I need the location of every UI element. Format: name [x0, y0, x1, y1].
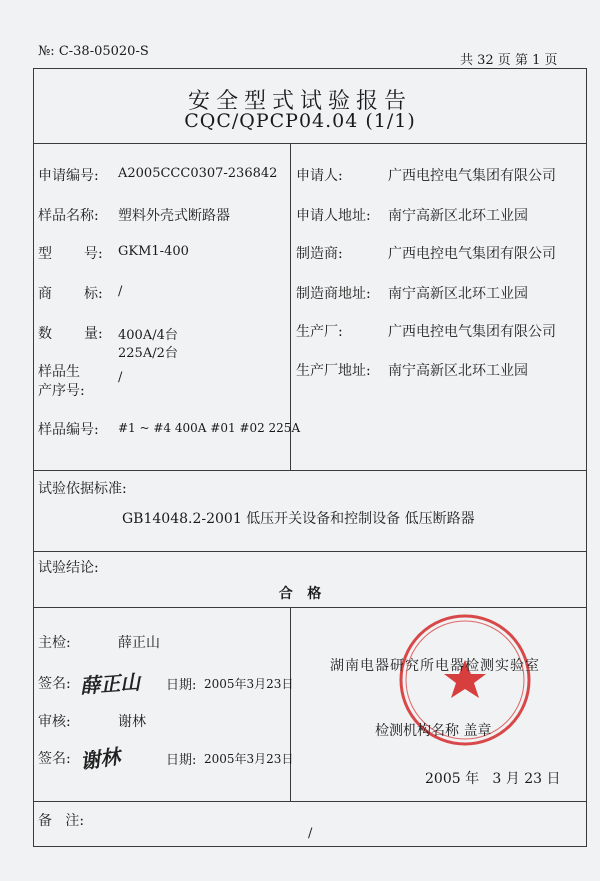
sample-number-value: #1 ~ #4 400A #01 #02 225A	[118, 421, 301, 435]
application-number-label: 申请编号:	[38, 168, 99, 184]
applicant-value: 广西电控电气集团有限公司	[388, 168, 556, 184]
production-serial-label-2: 产序号:	[38, 383, 85, 399]
applicant-address-label: 申请人地址:	[296, 208, 371, 224]
quantity-value-2: 225A/2台	[118, 346, 178, 361]
model-label-a: 型	[38, 246, 52, 262]
remarks-label: 备 注:	[38, 813, 85, 829]
frame-bottom-line	[33, 846, 587, 847]
handwritten-signature-1: 薛正山	[79, 669, 141, 699]
chief-inspector-label: 主检:	[38, 635, 71, 651]
frame-top-line	[33, 68, 587, 69]
report-subtitle: CQC/QPCP04.04 (1/1)	[184, 110, 416, 132]
factory-address-label: 生产厂地址:	[296, 363, 371, 379]
date-label-2: 日期:	[166, 753, 197, 768]
report-title: 安全型式试验报告	[187, 89, 412, 114]
manufacturer-label: 制造商:	[296, 246, 343, 262]
factory-address-value: 南宁高新区北环工业园	[388, 363, 528, 379]
applicant-address-value: 南宁高新区北环工业园	[388, 208, 528, 224]
quantity-label-b: 量:	[84, 326, 103, 342]
signature-bottom-line	[33, 801, 587, 802]
reviewer-name: 谢林	[118, 714, 146, 730]
standard-value: GB14048.2-2001 低压开关设备和控制设备 低压断路器	[122, 511, 475, 527]
factory-value: 广西电控电气集团有限公司	[388, 324, 556, 340]
page-info: 共 32 页 第 1 页	[460, 53, 558, 68]
info-bottom-line	[33, 470, 587, 471]
handwritten-signature-2: 谢林	[78, 744, 122, 774]
chief-inspector-name: 薛正山	[118, 635, 160, 651]
trademark-label-a: 商	[38, 286, 52, 302]
application-number-value: A2005CCC0307-236842	[118, 166, 278, 181]
sample-name-value: 塑料外壳式断路器	[118, 208, 230, 224]
model-value: GKM1-400	[118, 244, 189, 259]
date-value-2: 2005年3月23日	[204, 752, 294, 766]
seal-caption: 检测机构名称 盖章	[375, 723, 492, 739]
conclusion-value: 合 格	[278, 586, 322, 602]
manufacturer-value: 广西电控电气集团有限公司	[388, 246, 556, 262]
signature-label-2: 签名:	[38, 751, 71, 767]
sample-name-label: 样品名称:	[38, 208, 99, 224]
date-label-1: 日期:	[166, 678, 197, 693]
lab-date: 2005 年 3 月 23 日	[425, 771, 561, 787]
manufacturer-address-label: 制造商地址:	[296, 286, 371, 302]
conclusion-label: 试验结论:	[38, 560, 99, 576]
reviewer-label: 审核:	[38, 714, 71, 730]
title-bottom-line	[33, 143, 587, 144]
factory-label: 生产厂:	[296, 324, 343, 340]
sample-number-label: 样品编号:	[38, 422, 99, 438]
conclusion-bottom-line	[33, 607, 587, 608]
lab-name: 湖南电器研究所电器检测实验室	[330, 658, 540, 674]
applicant-label: 申请人:	[296, 168, 343, 184]
frame-left-line	[33, 68, 34, 846]
trademark-value: /	[118, 284, 123, 299]
signature-divider	[290, 607, 291, 801]
remarks-value: /	[308, 826, 313, 841]
production-serial-value: /	[118, 370, 123, 385]
model-label-b: 号:	[84, 246, 103, 262]
signature-label-1: 签名:	[38, 676, 71, 692]
trademark-label-b: 标:	[84, 286, 103, 302]
manufacturer-address-value: 南宁高新区北环工业园	[388, 286, 528, 302]
quantity-label-a: 数	[38, 326, 52, 342]
production-serial-label-1: 样品生	[38, 364, 80, 380]
document-number: №: C-38-05020-S	[38, 44, 149, 59]
date-value-1: 2005年3月23日	[204, 677, 294, 691]
standard-label: 试验依据标准:	[38, 481, 127, 497]
quantity-value-1: 400A/4台	[118, 328, 178, 343]
frame-right-line	[586, 68, 587, 846]
standard-bottom-line	[33, 551, 587, 552]
